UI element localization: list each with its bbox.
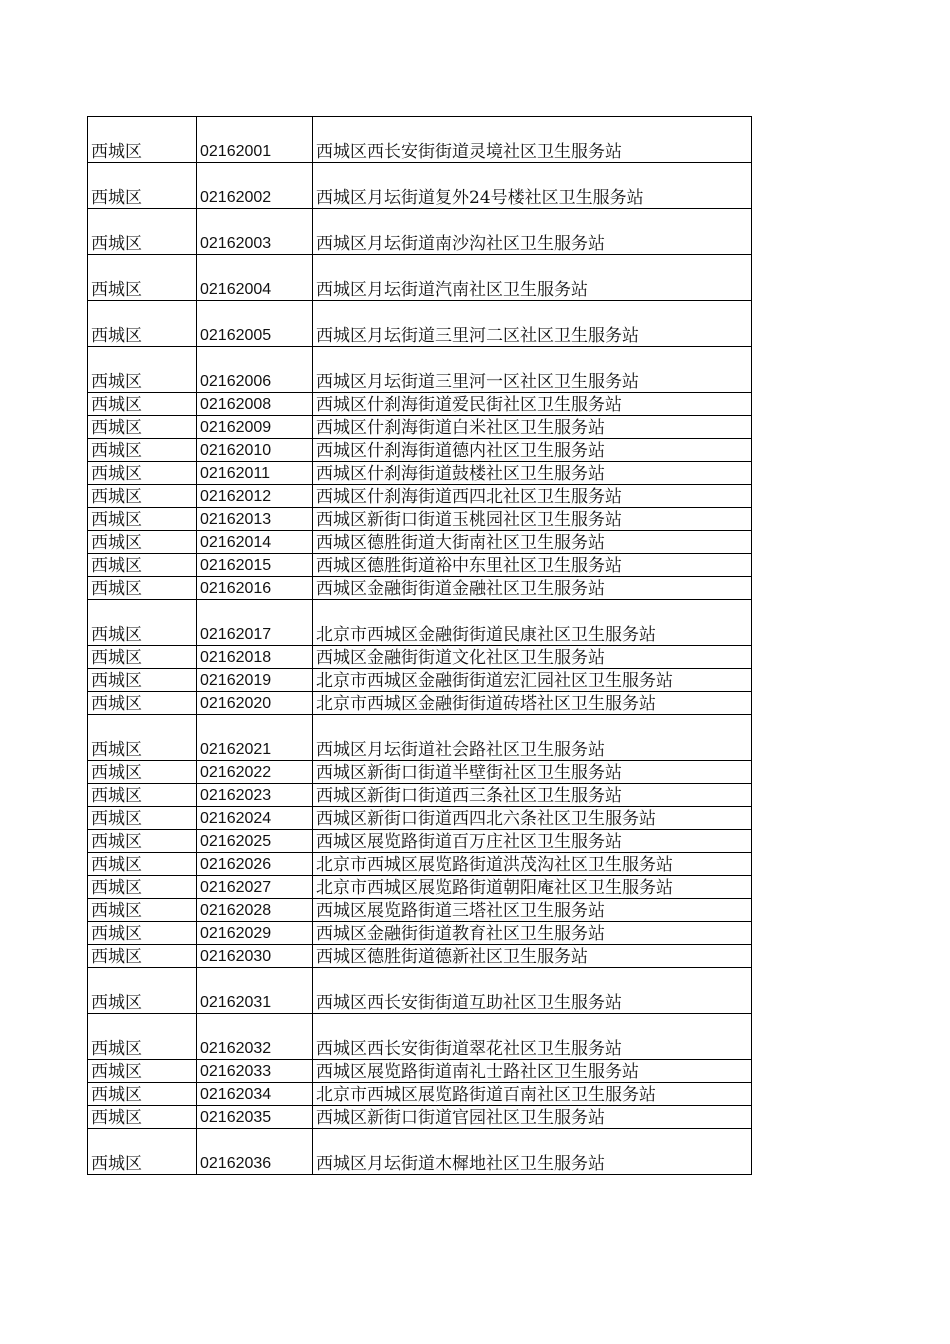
table-row	[88, 784, 752, 807]
district-cell: 西城区	[88, 968, 197, 1014]
station-table-body	[88, 117, 752, 1175]
station-name-cell: 西城区月坛街道复外24号楼社区卫生服务站	[313, 163, 752, 209]
station-name-cell: 北京市西城区金融街街道民康社区卫生服务站	[313, 600, 752, 646]
table-row	[88, 1106, 752, 1129]
district-cell: 西城区	[88, 416, 197, 439]
district-cell: 西城区	[88, 1083, 197, 1106]
code-cell: 02162030	[197, 945, 313, 968]
table-row	[88, 416, 752, 439]
code-cell: 02162028	[197, 899, 313, 922]
district-cell: 西城区	[88, 715, 197, 761]
district-cell: 西城区	[88, 830, 197, 853]
table-row	[88, 577, 752, 600]
code-cell: 02162034	[197, 1083, 313, 1106]
station-name-cell: 西城区西长安街街道灵境社区卫生服务站	[313, 117, 752, 163]
code-cell: 02162025	[197, 830, 313, 853]
table-row	[88, 117, 752, 163]
code-cell: 02162035	[197, 1106, 313, 1129]
code-cell: 02162005	[197, 301, 313, 347]
district-cell: 西城区	[88, 853, 197, 876]
code-cell: 02162019	[197, 669, 313, 692]
table-row	[88, 531, 752, 554]
code-cell: 02162022	[197, 761, 313, 784]
table-row	[88, 807, 752, 830]
station-name-cell: 西城区新街口街道半壁街社区卫生服务站	[313, 761, 752, 784]
station-name-cell: 西城区新街口街道西三条社区卫生服务站	[313, 784, 752, 807]
table-row	[88, 347, 752, 393]
table-row	[88, 945, 752, 968]
code-cell: 02162004	[197, 255, 313, 301]
district-cell: 西城区	[88, 347, 197, 393]
table-row	[88, 163, 752, 209]
station-name-cell: 西城区金融街街道金融社区卫生服务站	[313, 577, 752, 600]
table-row	[88, 508, 752, 531]
code-cell: 02162031	[197, 968, 313, 1014]
district-cell: 西城区	[88, 807, 197, 830]
table-row	[88, 1014, 752, 1060]
code-cell: 02162011	[197, 462, 313, 485]
table-row	[88, 600, 752, 646]
station-name-cell: 西城区西长安街街道互助社区卫生服务站	[313, 968, 752, 1014]
code-cell: 02162017	[197, 600, 313, 646]
district-cell: 西城区	[88, 439, 197, 462]
code-cell: 02162014	[197, 531, 313, 554]
district-cell: 西城区	[88, 600, 197, 646]
district-cell: 西城区	[88, 1106, 197, 1129]
code-cell: 02162012	[197, 485, 313, 508]
table-row	[88, 1129, 752, 1175]
district-cell: 西城区	[88, 393, 197, 416]
code-cell: 02162015	[197, 554, 313, 577]
code-cell: 02162002	[197, 163, 313, 209]
station-name-cell: 西城区月坛街道汽南社区卫生服务站	[313, 255, 752, 301]
table-row	[88, 554, 752, 577]
station-name-cell: 西城区什刹海街道爱民街社区卫生服务站	[313, 393, 752, 416]
station-name-cell: 西城区月坛街道社会路社区卫生服务站	[313, 715, 752, 761]
table-row	[88, 669, 752, 692]
table-row	[88, 393, 752, 416]
table-row	[88, 968, 752, 1014]
district-cell: 西城区	[88, 301, 197, 347]
district-cell: 西城区	[88, 669, 197, 692]
code-cell: 02162036	[197, 1129, 313, 1175]
station-name-cell: 西城区德胜街道裕中东里社区卫生服务站	[313, 554, 752, 577]
station-name-cell: 北京市西城区金融街街道宏汇园社区卫生服务站	[313, 669, 752, 692]
station-name-cell: 西城区西长安街街道翠花社区卫生服务站	[313, 1014, 752, 1060]
table-row	[88, 692, 752, 715]
code-cell: 02162001	[197, 117, 313, 163]
station-name-cell: 北京市西城区展览路街道朝阳庵社区卫生服务站	[313, 876, 752, 899]
district-cell: 西城区	[88, 876, 197, 899]
station-name-cell: 西城区金融街街道教育社区卫生服务站	[313, 922, 752, 945]
table-row	[88, 715, 752, 761]
station-table	[87, 116, 752, 1175]
code-cell: 02162006	[197, 347, 313, 393]
code-cell: 02162024	[197, 807, 313, 830]
table-row	[88, 899, 752, 922]
table-row	[88, 301, 752, 347]
district-cell: 西城区	[88, 945, 197, 968]
district-cell: 西城区	[88, 692, 197, 715]
district-cell: 西城区	[88, 1129, 197, 1175]
station-name-cell: 西城区什刹海街道鼓楼社区卫生服务站	[313, 462, 752, 485]
station-name-cell: 北京市西城区展览路街道百南社区卫生服务站	[313, 1083, 752, 1106]
code-cell: 02162018	[197, 646, 313, 669]
table-row	[88, 646, 752, 669]
district-cell: 西城区	[88, 646, 197, 669]
district-cell: 西城区	[88, 577, 197, 600]
table-row	[88, 209, 752, 255]
district-cell: 西城区	[88, 899, 197, 922]
station-name-cell: 西城区展览路街道百万庄社区卫生服务站	[313, 830, 752, 853]
station-name-cell: 西城区新街口街道官园社区卫生服务站	[313, 1106, 752, 1129]
table-row	[88, 255, 752, 301]
district-cell: 西城区	[88, 255, 197, 301]
code-cell: 02162010	[197, 439, 313, 462]
station-name-cell: 西城区展览路街道三塔社区卫生服务站	[313, 899, 752, 922]
station-name-cell: 北京市西城区展览路街道洪茂沟社区卫生服务站	[313, 853, 752, 876]
table-row	[88, 876, 752, 899]
station-name-cell: 西城区月坛街道三里河一区社区卫生服务站	[313, 347, 752, 393]
code-cell: 02162026	[197, 853, 313, 876]
district-cell: 西城区	[88, 508, 197, 531]
station-name-cell: 北京市西城区金融街街道砖塔社区卫生服务站	[313, 692, 752, 715]
station-name-cell: 西城区新街口街道西四北六条社区卫生服务站	[313, 807, 752, 830]
table-row	[88, 761, 752, 784]
district-cell: 西城区	[88, 1060, 197, 1083]
code-cell: 02162008	[197, 393, 313, 416]
district-cell: 西城区	[88, 485, 197, 508]
district-cell: 西城区	[88, 462, 197, 485]
station-name-cell: 西城区新街口街道玉桃园社区卫生服务站	[313, 508, 752, 531]
station-name-cell: 西城区月坛街道南沙沟社区卫生服务站	[313, 209, 752, 255]
station-name-cell: 西城区德胜街道德新社区卫生服务站	[313, 945, 752, 968]
table-row	[88, 922, 752, 945]
station-name-cell: 西城区什刹海街道西四北社区卫生服务站	[313, 485, 752, 508]
district-cell: 西城区	[88, 554, 197, 577]
district-cell: 西城区	[88, 163, 197, 209]
code-cell: 02162023	[197, 784, 313, 807]
table-row	[88, 439, 752, 462]
table-row	[88, 485, 752, 508]
table-row	[88, 1083, 752, 1106]
station-name-cell: 西城区月坛街道三里河二区社区卫生服务站	[313, 301, 752, 347]
station-name-cell: 西城区金融街街道文化社区卫生服务站	[313, 646, 752, 669]
code-cell: 02162033	[197, 1060, 313, 1083]
code-cell: 02162029	[197, 922, 313, 945]
table-row	[88, 1060, 752, 1083]
code-cell: 02162003	[197, 209, 313, 255]
table-row	[88, 462, 752, 485]
code-cell: 02162032	[197, 1014, 313, 1060]
code-cell: 02162021	[197, 715, 313, 761]
station-name-cell: 西城区什刹海街道白米社区卫生服务站	[313, 416, 752, 439]
station-name-cell: 西城区展览路街道南礼士路社区卫生服务站	[313, 1060, 752, 1083]
code-cell: 02162013	[197, 508, 313, 531]
code-cell: 02162020	[197, 692, 313, 715]
district-cell: 西城区	[88, 209, 197, 255]
station-name-cell: 西城区德胜街道大街南社区卫生服务站	[313, 531, 752, 554]
district-cell: 西城区	[88, 922, 197, 945]
district-cell: 西城区	[88, 1014, 197, 1060]
code-cell: 02162009	[197, 416, 313, 439]
code-cell: 02162027	[197, 876, 313, 899]
district-cell: 西城区	[88, 117, 197, 163]
code-cell: 02162016	[197, 577, 313, 600]
station-name-cell: 西城区什刹海街道德内社区卫生服务站	[313, 439, 752, 462]
district-cell: 西城区	[88, 761, 197, 784]
district-cell: 西城区	[88, 784, 197, 807]
table-row	[88, 830, 752, 853]
table-row	[88, 853, 752, 876]
station-name-cell: 西城区月坛街道木樨地社区卫生服务站	[313, 1129, 752, 1175]
district-cell: 西城区	[88, 531, 197, 554]
